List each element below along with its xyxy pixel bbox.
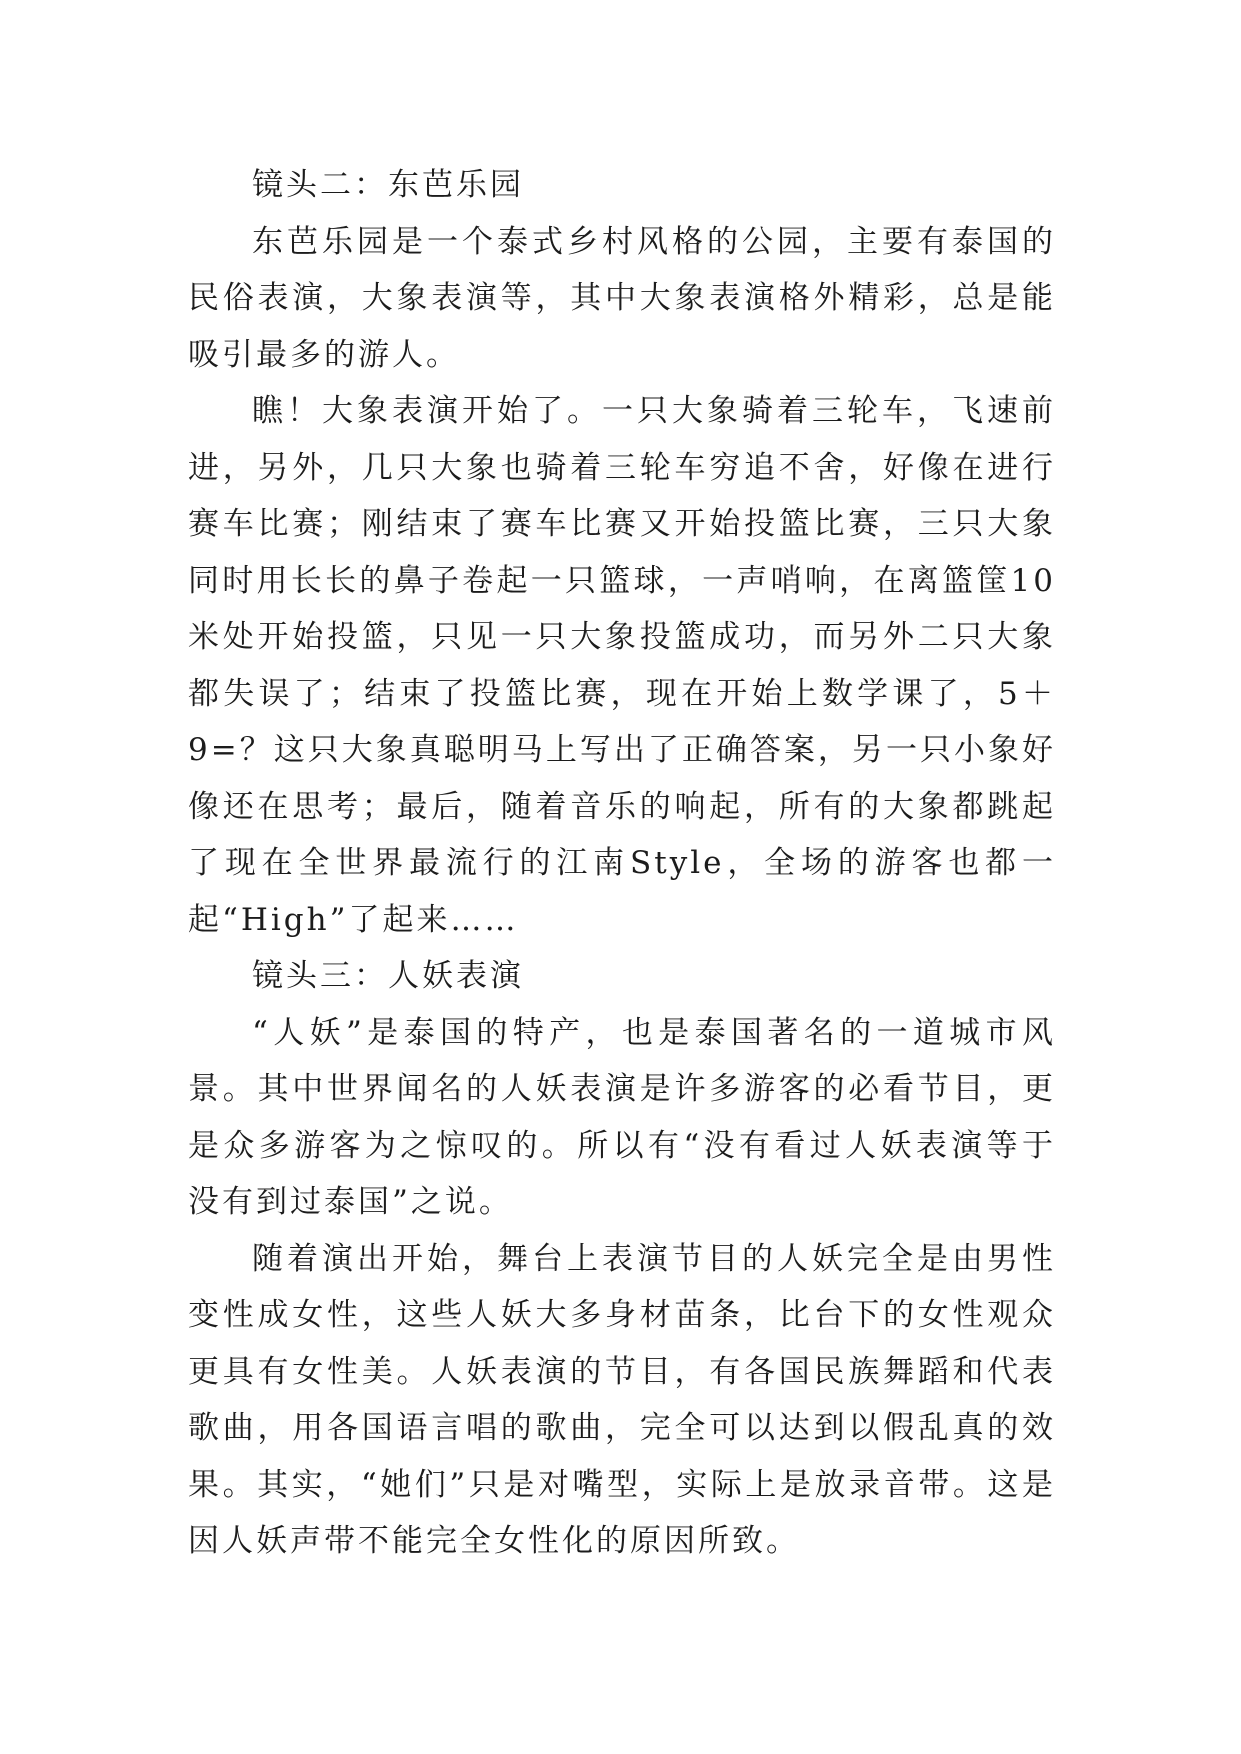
paragraph-dongba-park-intro: 东芭乐园是一个泰式乡村风格的公园，主要有泰国的民俗表演，大象表演等，其中大象表演格外精彩，总是能吸引最多的游人。 xyxy=(188,223,1056,373)
paragraph-ladyboy-intro: “人妖”是泰国的特产，也是泰国著名的一道城市风景。其中世界闻名的人妖表演是许多游客的必看节目，更是众多游客为之惊叹的。所以有“没有看过人妖表演等于没有到过泰国”之说。 xyxy=(188,1014,1056,1220)
section-heading-scene-two: 镜头二：东芭乐园 xyxy=(252,167,524,203)
section-heading-scene-three: 镜头三：人妖表演 xyxy=(252,958,524,994)
document-body xyxy=(188,157,1056,1570)
paragraph-elephant-show: 瞧！大象表演开始了。一只大象骑着三轮车，飞速前进，另外，几只大象也骑着三轮车穷追不舍，好像在进行赛车比赛；刚结束了赛车比赛又开始投篮比赛，三只大象同时用长长的鼻子卷起一只篮球，一声哨响，在离篮筐10米处开始投篮，只见一只大象投篮成功，而另外二只大象都失误了；结束了投篮比赛，现在开始上数学课了，5＋9=？这只大象真聪明马上写出了正确答案，另一只小象好像还在思考；最后，随着音乐的响起，所有的大象都跳起了现在全世界最流行的江南Style，全场的游客也都一起“High”了起来…… xyxy=(188,393,1056,938)
paragraph-ladyboy-performance: 随着演出开始，舞台上表演节目的人妖完全是由男性变性成女性，这些人妖大多身材苗条，比台下的女性观众更具有女性美。人妖表演的节目，有各国民族舞蹈和代表歌曲，用各国语言唱的歌曲，完全可以达到以假乱真的效果。其实，“她们”只是对嘴型，实际上是放录音带。这是因人妖声带不能完全女性化的原因所致。 xyxy=(188,1240,1056,1559)
